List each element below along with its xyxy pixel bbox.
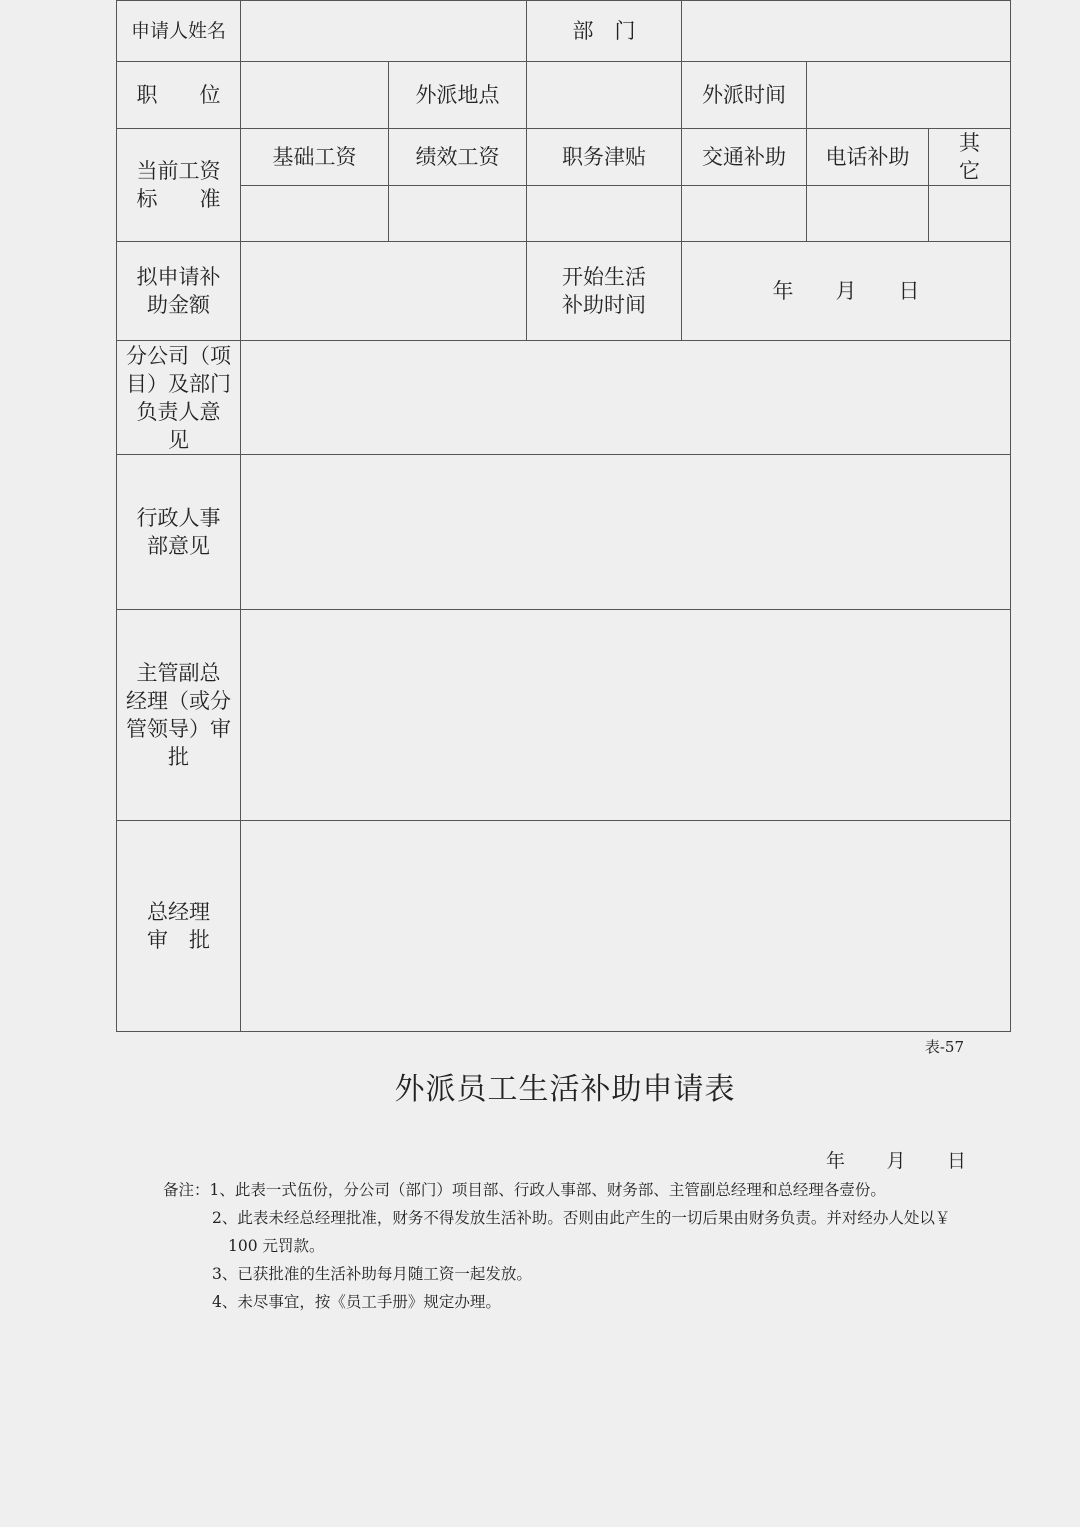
performance-salary-header: 绩效工资 <box>389 129 527 186</box>
performance-salary-field[interactable] <box>389 186 527 242</box>
start-date-field[interactable] <box>682 242 1011 341</box>
bottom-date <box>826 1146 966 1173</box>
phone-allowance-header: 电话补助 <box>807 129 929 186</box>
allowance-application-form <box>116 0 1011 1032</box>
transport-allowance-field[interactable] <box>682 186 807 242</box>
note-line-2-continued: 100 元罚款。 <box>228 1237 325 1255</box>
department-label: 部 门 <box>527 1 682 62</box>
assignment-time-label: 外派时间 <box>682 62 807 129</box>
bottom-date-year: 年 <box>826 1150 846 1172</box>
start-time-label: 开始生活 补助时间 <box>527 242 682 341</box>
department-field[interactable] <box>682 1 1011 62</box>
assignment-time-field[interactable] <box>807 62 1011 129</box>
branch-opinion-label: 分公司（项 目）及部门 负责人意 见 <box>117 341 241 455</box>
basic-salary-header: 基础工资 <box>241 129 389 186</box>
position-field[interactable] <box>241 62 389 129</box>
other-header: 其 它 <box>929 129 1011 186</box>
branch-opinion-field[interactable] <box>241 341 1011 455</box>
other-field[interactable] <box>929 186 1011 242</box>
page-title: 外派员工生活补助申请表 <box>394 1072 736 1107</box>
position-label: 职 位 <box>117 62 241 129</box>
proposed-amount-label: 拟申请补 助金额 <box>117 242 241 341</box>
table-number: 表-57 <box>924 1038 964 1056</box>
deputy-gm-approval-label: 主管副总 经理（或分 管领导）审 批 <box>117 610 241 821</box>
proposed-amount-field[interactable] <box>241 242 527 341</box>
bottom-date-month: 月 <box>886 1150 906 1172</box>
note-line-2: 2、此表未经总经理批准，财务不得发放生活补助。否则由此产生的一切后果由财务负责。并对经办人处以￥ <box>212 1209 951 1227</box>
admin-hr-opinion-label: 行政人事 部意见 <box>117 455 241 610</box>
assignment-place-field[interactable] <box>527 62 682 129</box>
note-line-1: 备注：1、此表一式伍份，分公司（部门）项目部、行政人事部、财务部、主管副总经理和总经理各壹份。 <box>163 1181 886 1199</box>
note-line-4: 4、未尽事宜，按《员工手册》规定办理。 <box>212 1293 501 1311</box>
start-date-month: 月 <box>835 279 857 303</box>
deputy-gm-approval-field[interactable] <box>241 610 1011 821</box>
applicant-name-field[interactable] <box>241 1 527 62</box>
assignment-place-label: 外派地点 <box>389 62 527 129</box>
current-salary-label: 当前工资 标 准 <box>117 129 241 242</box>
transport-allowance-header: 交通补助 <box>682 129 807 186</box>
position-allowance-header: 职务津贴 <box>527 129 682 186</box>
note-line-3: 3、已获批准的生活补助每月随工资一起发放。 <box>212 1265 532 1283</box>
phone-allowance-field[interactable] <box>807 186 929 242</box>
bottom-date-day: 日 <box>946 1150 966 1172</box>
admin-hr-opinion-field[interactable] <box>241 455 1011 610</box>
position-allowance-field[interactable] <box>527 186 682 242</box>
start-date-day: 日 <box>898 279 920 303</box>
gm-approval-label: 总经理 审 批 <box>117 821 241 1032</box>
gm-approval-field[interactable] <box>241 821 1011 1032</box>
basic-salary-field[interactable] <box>241 186 389 242</box>
applicant-name-label: 申请人姓名 <box>117 1 241 62</box>
start-date-year: 年 <box>772 279 794 303</box>
